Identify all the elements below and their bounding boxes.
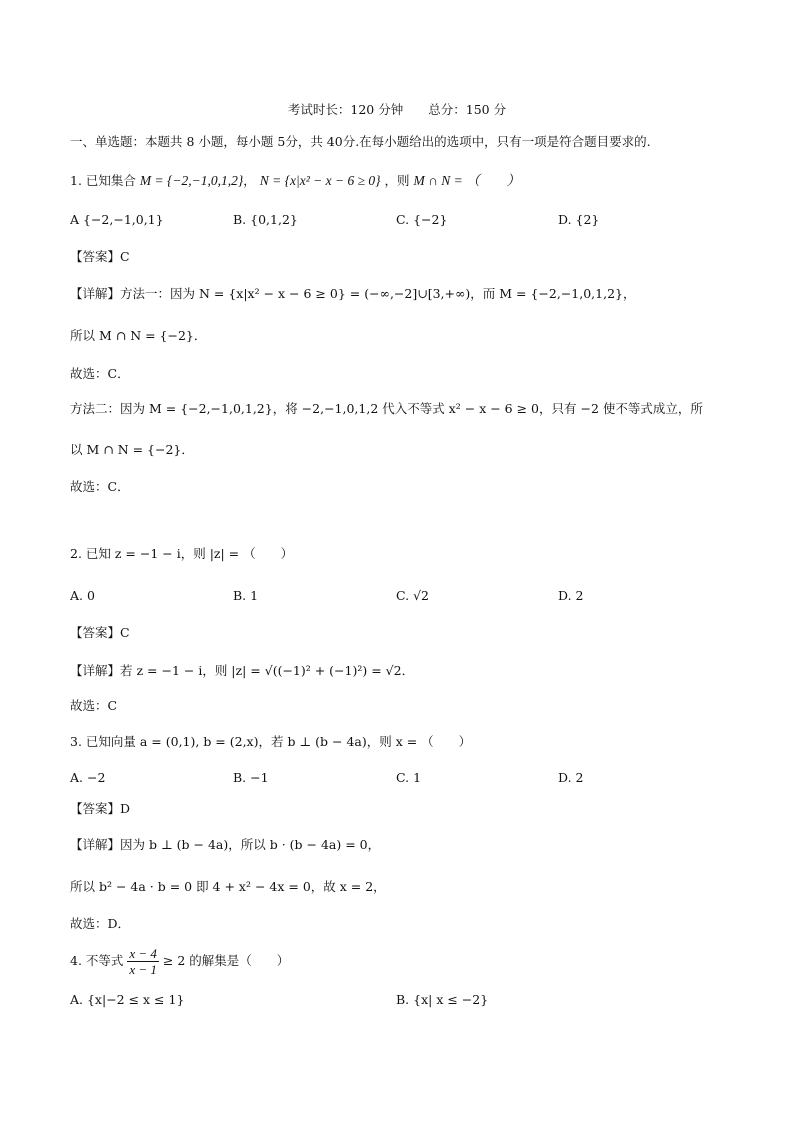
- q3-option-b: B. −1: [233, 770, 269, 785]
- q1-stem-a: 1. 已知集合: [70, 173, 136, 188]
- q2-option-a: A. 0: [70, 588, 95, 603]
- q3-stem: 3. 已知向量 a = (0,1), b = (2,x)，若 b ⊥ (b − 4a)，则 x = （ ）: [70, 734, 472, 749]
- q1-detail-2: 所以 M ∩ N = {−2}．: [70, 328, 207, 343]
- q1-set-m: M = {−2,−1,0,1,2}: [139, 173, 244, 188]
- q1-detail-6: 故选：C．: [70, 479, 130, 494]
- q1-answer: 【答案】C: [70, 249, 130, 264]
- q1-option-d: D. {2}: [558, 212, 600, 227]
- section-title: 一、单选题：本题共 8 小题，每小题 5分，共 40分.在每小题给出的选项中，只有一项是符合题目要求的.: [70, 134, 651, 149]
- q1-set-n: N = {x|x² − x − 6 ≥ 0}: [259, 173, 381, 188]
- q4-option-a: A. {x|−2 ≤ x ≤ 1}: [70, 992, 185, 1007]
- q2-detail-1: 【详解】若 z = −1 − i，则 |z| = √((−1)² + (−1)²) = √2．: [70, 663, 415, 678]
- q2-detail-2: 故选：C: [70, 698, 118, 713]
- q1-detail-4: 方法二：因为 M = {−2,−1,0,1,2}，将 −2,−1,0,1,2 代入不等式 x² − x − 6 ≥ 0，只有 −2 使不等式成立，所: [70, 401, 703, 416]
- q2-option-b: B. 1: [233, 588, 259, 603]
- q3-option-c: C. 1: [396, 770, 422, 785]
- q4-fraction: [127, 946, 159, 977]
- q2-option-c: C. √2: [396, 588, 429, 603]
- exam-header: 考试时长：120 分钟 总分：150 分: [287, 102, 507, 117]
- q4-stem: [70, 944, 289, 978]
- q1-detail-1: 【详解】方法一：因为 N = {x|x² − x − 6 ≥ 0} = (−∞,−2]∪[3,+∞)，而 M = {−2,−1,0,1,2}，: [70, 286, 636, 301]
- q4-stem-b: ≥ 2 的解集是（ ）: [162, 953, 290, 968]
- q4-stem-a: 4. 不等式: [70, 953, 124, 968]
- q2-option-d: D. 2: [558, 588, 584, 603]
- q4-fraction-numerator: x − 4: [129, 946, 157, 961]
- q3-answer: 【答案】D: [70, 801, 131, 816]
- q1-detail-5: 以 M ∩ N = {−2}．: [70, 442, 194, 457]
- q1-option-c: C. {−2}: [396, 212, 448, 227]
- q4-option-b: B. {x| x ≤ −2}: [396, 992, 489, 1007]
- q3-detail-3: 故选：D．: [70, 916, 131, 931]
- q1-detail-3: 故选：C．: [70, 366, 130, 381]
- q2-stem: 2. 已知 z = −1 − i，则 |z| = （ ）: [70, 546, 294, 561]
- q3-option-d: D. 2: [558, 770, 584, 785]
- q1-option-a: A {−2,−1,0,1}: [70, 212, 164, 227]
- q3-detail-1: 【详解】因为 b ⊥ (b − 4a)，所以 b · (b − 4a) = 0，: [70, 837, 381, 852]
- q1-stem-b: ，则: [384, 173, 410, 188]
- q3-detail-2: 所以 b² − 4a · b = 0 即 4 + x² − 4x = 0，故 x = 2，: [70, 879, 386, 894]
- q1-stem: 1. 已知集合 M = {−2,−1,0,1,2}， N = {x|x² − x − 6 ≥ 0} ，则 M ∩ N = （ ）: [70, 173, 521, 188]
- q1-option-b: B. {0,1,2}: [233, 212, 298, 227]
- q4-fraction-denominator: x − 1: [129, 962, 157, 977]
- q3-option-a: A. −2: [70, 770, 106, 785]
- q1-stem-c: M ∩ N = （ ）: [413, 173, 521, 188]
- q2-answer: 【答案】C: [70, 625, 130, 640]
